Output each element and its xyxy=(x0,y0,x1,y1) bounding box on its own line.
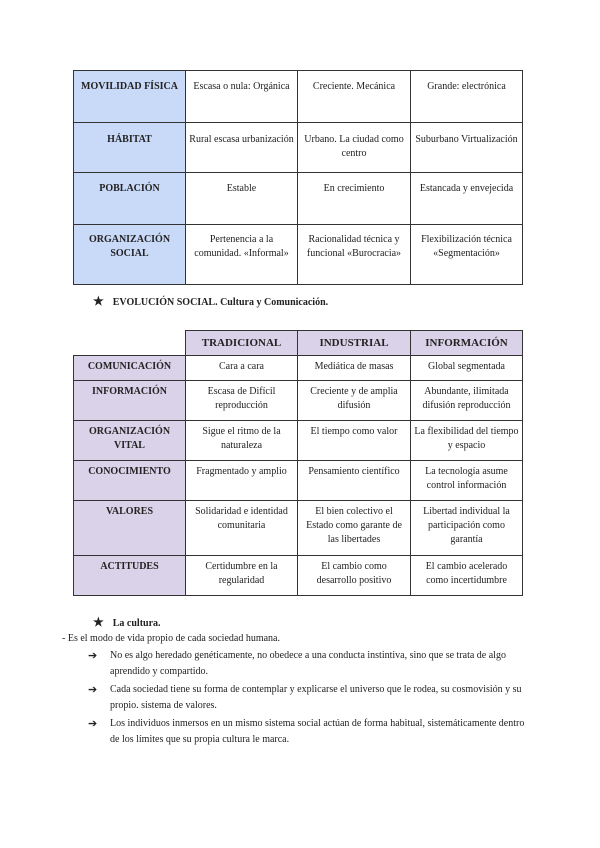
table-cell: Global segmentada xyxy=(411,356,523,381)
table-cell: En crecimiento xyxy=(298,173,411,225)
arrow-right-icon: ➔ xyxy=(88,650,98,662)
row-label: POBLACIÓN xyxy=(74,173,186,225)
list-item-text: No es algo heredado genéticamente, no obedece a una conducta instintiva, sino que se trata de algo aprendido y compartido. xyxy=(110,650,506,677)
definition-text: - Es el modo de vida propio de cada sociedad humana. xyxy=(62,633,280,644)
table-row xyxy=(74,356,523,381)
table-cell: Flexibilización técnica «Segmentación» xyxy=(411,225,523,285)
star-icon: ★ xyxy=(93,294,104,308)
column-header: TRADICIONAL xyxy=(186,331,298,356)
section-title: La cultura. xyxy=(112,618,161,629)
society-comparison-table xyxy=(73,70,523,285)
list-item xyxy=(88,716,528,748)
column-header: INDUSTRIAL xyxy=(298,331,411,356)
table-cell: Estancada y envejecida xyxy=(411,173,523,225)
empty-corner-cell xyxy=(74,331,186,356)
table-row xyxy=(74,173,523,225)
table-cell: La flexibilidad del tiempo y espacio xyxy=(411,421,523,461)
section-heading-cultura xyxy=(93,615,161,630)
table-row xyxy=(74,556,523,596)
table-cell: Fragmentado y amplio xyxy=(186,461,298,501)
table-cell: El cambio acelerado como incertidumbre xyxy=(411,556,523,596)
table-cell: Grande: electrónica xyxy=(411,71,523,123)
table-cell: Creciente. Mecánica xyxy=(298,71,411,123)
row-label: ACTITUDES xyxy=(74,556,186,596)
section-heading-evolucion xyxy=(93,294,328,309)
list-item-text: Los individuos inmersos en un mismo sistema social actúan de forma habitual, sistemáticamente dentro de los límites que su propia cultura le marca. xyxy=(110,718,525,745)
table-cell: El tiempo como valor xyxy=(298,421,411,461)
star-icon: ★ xyxy=(93,615,104,629)
table-row xyxy=(74,461,523,501)
table-cell: Certidumbre en la regularidad xyxy=(186,556,298,596)
evolution-table xyxy=(73,330,523,596)
section-title: EVOLUCIÓN SOCIAL. Cultura y Comunicación. xyxy=(112,297,329,308)
table-cell: El bien colectivo el Estado como garante de las libertades xyxy=(298,501,411,556)
table-cell: Rural escasa urbanización xyxy=(186,123,298,173)
table-cell: Cara a cara xyxy=(186,356,298,381)
row-label: MOVILIDAD FÍSICA xyxy=(74,71,186,123)
table-cell: Escasa de Difícil reproducción xyxy=(186,381,298,421)
row-label: COMUNICACIÓN xyxy=(74,356,186,381)
table-cell: Solidaridad e identidad comunitaria xyxy=(186,501,298,556)
list-item xyxy=(88,682,528,714)
table-row xyxy=(74,225,523,285)
table-cell: Pertenencia a la comunidad. «Informal» xyxy=(186,225,298,285)
table-row xyxy=(74,501,523,556)
table-row xyxy=(74,71,523,123)
table-row xyxy=(74,381,523,421)
column-header: INFORMACIÓN xyxy=(411,331,523,356)
table-cell: Sigue el ritmo de la naturaleza xyxy=(186,421,298,461)
row-label: VALORES xyxy=(74,501,186,556)
row-label: INFORMACIÓN xyxy=(74,381,186,421)
table-cell: Suburbano Virtualización xyxy=(411,123,523,173)
table-cell: El cambio como desarrollo positivo xyxy=(298,556,411,596)
table-cell: Abundante, ilimitada difusión reproducción xyxy=(411,381,523,421)
table-header-row xyxy=(74,331,523,356)
table-cell: Estable xyxy=(186,173,298,225)
list-item-text: Cada sociedad tiene su forma de contemplar y explicarse el universo que le rodea, su cosmovisión y su propio. sistema de valores. xyxy=(110,684,522,711)
table-cell: Mediática de masas xyxy=(298,356,411,381)
row-label: ORGANIZACIÓN SOCIAL xyxy=(74,225,186,285)
table-cell: Urbano. La ciudad como centro xyxy=(298,123,411,173)
table-row xyxy=(74,123,523,173)
row-label: CONOCIMIENTO xyxy=(74,461,186,501)
table-cell: Pensamiento científico xyxy=(298,461,411,501)
table-cell: Creciente y de amplia difusión xyxy=(298,381,411,421)
arrow-right-icon: ➔ xyxy=(88,684,98,696)
table-cell: Escasa o nula: Orgánica xyxy=(186,71,298,123)
table-cell: Libertad individual la participación como garantía xyxy=(411,501,523,556)
row-label: HÁBITAT xyxy=(74,123,186,173)
list-item xyxy=(88,648,528,680)
arrow-right-icon: ➔ xyxy=(88,718,98,730)
table-cell: La tecnología asume control información xyxy=(411,461,523,501)
table-cell: Racionalidad técnica y funcional «Burocracia» xyxy=(298,225,411,285)
table-row xyxy=(74,421,523,461)
row-label: ORGANIZACIÓN VITAL xyxy=(74,421,186,461)
